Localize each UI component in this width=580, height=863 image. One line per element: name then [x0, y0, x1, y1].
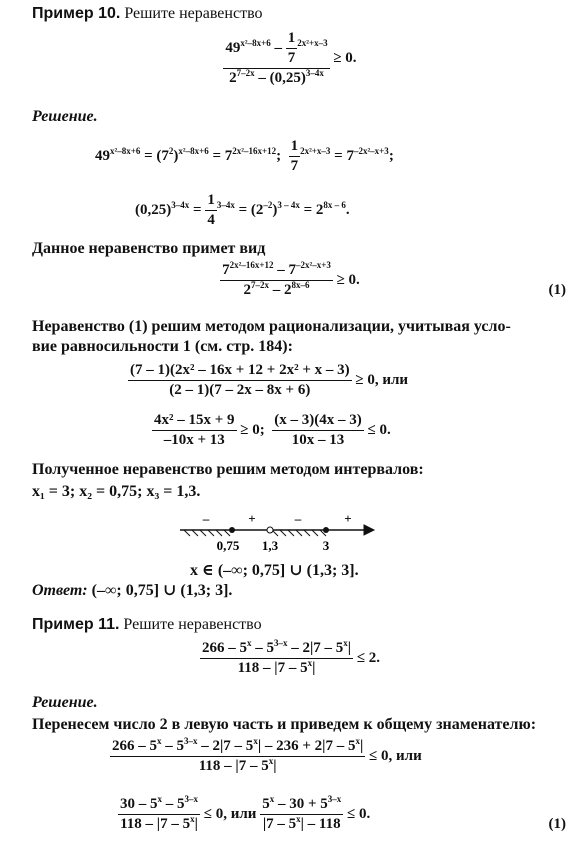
answer-10: Ответ: (–∞; 0,75] ∪ (1,3; 3].	[32, 582, 233, 599]
sign-4: +	[344, 514, 352, 526]
point-13	[267, 527, 273, 533]
point-075	[229, 527, 235, 533]
inequality-11: $\frac{266 - 5^x - 5^{3-x} - 2|7 - 5^x|}{118 - |7 - 5^x|}$ ≤ 2.	[201, 638, 381, 676]
equation-number-1-ex11: (1)	[548, 816, 566, 832]
sign-3: –	[294, 514, 302, 526]
point-3	[323, 527, 329, 533]
simplified-inequality: $\frac{\text{4x² – 15x + 9}}{-10x + 13}$ ≥ 0; $\frac{(x - 3)(4x - 3)}{10x - 13}$ ≤ 0.	[154, 412, 391, 448]
x-result: x ∈ (–∞; 0,75] ∪ (1,3; 3].	[190, 562, 359, 579]
transform-line-2: $(0,25)^{3-4x}$ = $\frac{1}{4}$ $^{3-4x} = (2^{-2})^{3 - 4x} = 2^{8x - 6}$.	[135, 192, 350, 228]
rationalized-inequality: $\frac{\text{(7 – 1)(2x² – 16x + 12 + 2x² + x – 3)}}{(2 - 1)(7 - 2x - 8x + 6)}$ ≥ 0, или	[130, 362, 409, 398]
text-given: Данное неравенство примет вид	[32, 240, 266, 257]
tick-075: 0,75	[216, 538, 240, 553]
sign-1: –	[202, 514, 210, 526]
solution-label-10: Решение.	[32, 108, 98, 125]
text-rational-1: Неравенство (1) решим методом рационализации, учитывая усло-	[32, 318, 511, 335]
roots: x₁ = 3; x₂ = 0,75; x₃ = 1,3.	[32, 483, 201, 500]
common-denominator: $\frac{266 - 5^x - 5^{3-x} - 2|7 - 5^x| - 236 + 2|7 - 5^x|}{118 - |7 - 5^x|}$ ≤ 0, или	[112, 736, 422, 774]
sign-2: +	[248, 514, 256, 526]
final-inequalities: $\frac{30 - 5^x - 5^{3-x}}{118 - |7 - 5^x|}$ ≤ 0, или $\frac{5^x - 30 + 5^{3-x}}{|7 - 5^x| - 118}$ ≤ 0.	[120, 794, 371, 832]
text-rational-2: вие равносильности 1 (см. стр. 184):	[32, 338, 293, 355]
text-move: Перенесем число 2 в левую часть и приведем к общему знаменателю:	[32, 716, 537, 733]
text-intervals: Полученное неравенство решим методом интервалов:	[32, 461, 424, 478]
inequality-10: $49^{x^2-8x+6}$ – $\frac{1}{7}$ $^{2x^2+x-3}$ $2^{7-2x} - (0,25)^{3-4x}$ ≥ 0.	[225, 30, 357, 86]
tick-3: 3	[322, 538, 330, 553]
transform-line-1: $49^{x^2-8x+6} = (7^2)^{x^2-8x+6} = 7^{2x^2-16x+12}$; $\frac{1}{7}$ $^{2x^2+x-3} = 7^{-2x^2-x+3}$;	[95, 138, 394, 174]
inequality-1: $\frac{7^{2x^2-16x+12} - 7^{-2x^2-x+3}}{2^{7-2x} - 2^{8x-6}}$ ≥ 0.	[222, 260, 360, 298]
example-11-title: Пример 11. Решите неравенство	[32, 616, 262, 633]
equation-number-1: (1)	[548, 282, 566, 298]
tick-13: 1,3	[261, 538, 279, 553]
example-10-title: Пример 10. Решите неравенство	[32, 5, 263, 22]
number-line	[180, 514, 380, 554]
solution-label-11: Решение.	[32, 694, 98, 711]
